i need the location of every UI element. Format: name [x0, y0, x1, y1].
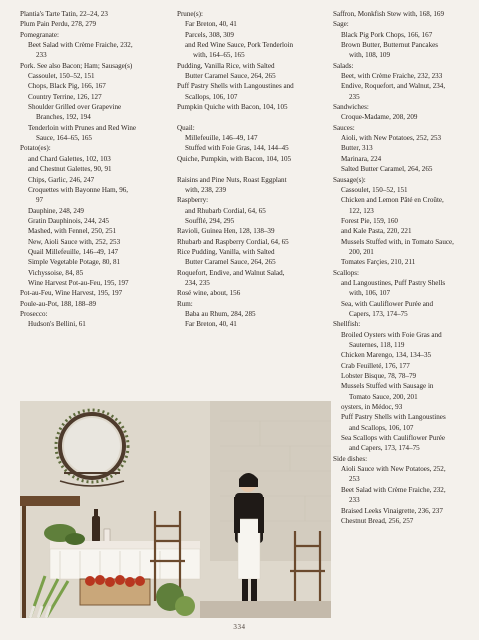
index-entry: Tomato Sauce, 200, 201: [349, 392, 418, 401]
index-entry: Quail:: [177, 123, 195, 132]
index-entry: Rum:: [177, 299, 193, 308]
index-entry: Croque-Madame, 208, 209: [341, 113, 418, 122]
index-entry: Parcels, 308, 309: [185, 30, 234, 39]
index-entry: Scallops, 106, 107: [185, 92, 238, 101]
kitchen-scene-illustration: [20, 401, 331, 618]
index-entry: oysters, in Médoc, 93: [341, 403, 403, 412]
index-entry: and Scallops, 106, 107: [349, 423, 414, 432]
index-entry: Beet Salad with Crème Fraiche, 232,: [28, 41, 133, 50]
index-entry: Soufflé, 294, 295: [185, 216, 235, 225]
index-entry: Millefeuille, 146–49, 147: [185, 134, 258, 143]
index-entry: Marinara, 224: [341, 154, 382, 163]
index-entry: and Red Wine Sauce, Pork Tenderloin: [185, 41, 294, 50]
index-entry: Brown Butter, Butternut Pancakes: [341, 41, 439, 50]
index-entry: Aioli Sauce with New Potatoes, 252,: [341, 465, 446, 474]
index-entry: Forest Pie, 159, 160: [341, 216, 398, 225]
index-entry: Sandwiches:: [333, 103, 369, 112]
index-entry: Sauce, 164–65, 165: [36, 134, 92, 143]
index-entry: Pumpkin Quiche with Bacon, 104, 105: [177, 103, 288, 112]
index-entry: Pork. See also Bacon; Ham; Sausage(s): [20, 61, 133, 70]
index-entry: 200, 201: [349, 247, 374, 256]
index-entry: Mashed, with Fennel, 250, 251: [28, 227, 117, 236]
index-entry: Chicken Marengo, 134, 134–35: [341, 351, 432, 360]
index-entry: and Capers, 173, 174–75: [349, 444, 420, 453]
index-entry: Beet Salad with Crème Fraiche, 232,: [341, 485, 446, 494]
index-entry: Side dishes:: [333, 454, 368, 463]
index-entry: Stuffed with Foie Gras, 144, 144–45: [185, 144, 289, 153]
index-entry: Saffron, Monkfish Stew with, 168, 169: [333, 10, 445, 18]
index-entry: Sea Scallops with Cauliflower Purée: [341, 434, 446, 443]
index-entry: Aioli, with New Potatoes, 252, 253: [341, 134, 442, 143]
index-entry: Baba au Rhum, 284, 285: [185, 309, 256, 318]
index-entry: Pot-au-Feu, Wine Harvest, 195, 197: [20, 289, 123, 298]
index-entry: Sea, with Cauliflower Purée and: [341, 299, 433, 308]
index-entry: Branches, 192, 194: [36, 113, 91, 122]
index-entry: Tenderloin with Prunes and Red Wine: [28, 123, 137, 132]
index-entry: Rosé wine, about, 156: [177, 289, 241, 298]
index-column-3: [333, 9, 473, 526]
index-entry: Shellfish:: [333, 320, 361, 329]
index-entry: Endive, Roquefort, and Walnut, 234,: [341, 82, 446, 91]
index-entry: Puff Pastry Shells with Langoustines: [341, 413, 446, 422]
index-entry: 253: [349, 475, 360, 484]
index-entry: Potato(es):: [20, 144, 51, 153]
index-entry: Rhubarb and Raspberry Cordial, 64, 65: [177, 237, 289, 246]
index-entry: Lobster Bisque, 78, 78–79: [341, 372, 417, 381]
index-entry: Quiche, Pumpkin, with Bacon, 104, 105: [177, 154, 292, 163]
index-entry: Butter Caramel Sauce, 264, 265: [185, 72, 276, 81]
index-column-1: [20, 9, 165, 330]
index-entry: Rice Pudding, Vanilla, with Salted: [177, 247, 275, 256]
index-entry: Quail Millefeuille, 146–49, 147: [28, 247, 119, 256]
index-entry: Sauternes, 118, 119: [349, 341, 405, 349]
index-entry: Pudding, Vanilla Rice, with Salted: [177, 61, 275, 70]
index-entry: Dauphine, 248, 249: [28, 206, 84, 215]
index-entry: 234, 235: [185, 278, 210, 287]
index-entry: with, 108, 109: [349, 51, 390, 60]
index-entry: Black Pig Pork Chops, 166, 167: [341, 30, 433, 39]
index-entry: Butter, 313: [341, 144, 373, 153]
index-entry: 233: [36, 51, 47, 60]
index-entry: Sausage(s):: [333, 175, 366, 184]
index-entry: Raspberry:: [177, 196, 209, 205]
index-entry: Hudson's Bellini, 61: [28, 320, 86, 329]
index-entry: 233: [349, 496, 360, 505]
index-column-2: [177, 9, 325, 330]
index-entry: Ravioli, Guinea Hen, 128, 138–39: [177, 227, 275, 236]
index-entry: Chestnut Bread, 256, 257: [341, 516, 414, 525]
index-entry: Raisins and Pine Nuts, Roast Eggplant: [177, 175, 287, 184]
index-entry: Capers, 173, 174–75: [349, 309, 408, 318]
kitchen-photo: [20, 401, 331, 618]
index-entry: and Chestnut Galettes, 90, 91: [28, 165, 112, 174]
index-entry: with, 164–65, 165: [193, 51, 245, 60]
index-entry: Poule-au-Pot, 188, 188–89: [20, 299, 97, 308]
index-entry: Scallops:: [333, 268, 360, 277]
index-entry: New, Aioli Sauce with, 252, 253: [28, 237, 121, 246]
index-entry: Cassoulet, 150–52, 151: [341, 185, 408, 194]
index-entry: Chops, Black Pig, 166, 167: [28, 82, 106, 91]
index-entry: Mussels Stuffed with, in Tomato Sauce,: [341, 237, 454, 246]
index-entry: Shoulder Grilled over Grapevine: [28, 103, 122, 112]
index-entry: Sauces:: [333, 123, 355, 132]
index-entry: Plantia's Tarte Tatin, 22–24, 23: [20, 10, 108, 18]
index-entry: Crab Feuilleté, 176, 177: [341, 361, 410, 370]
index-entry: 122, 123: [349, 206, 374, 215]
index-entry: Chicken and Lemon Pâté en Croûte,: [341, 196, 444, 205]
index-entry: Plum Pain Perdu, 278, 279: [20, 20, 97, 29]
index-entry: Salads:: [333, 61, 354, 70]
index-entry: and Chard Galettes, 102, 103: [28, 154, 111, 163]
index-entry: Braised Leeks Vinaigrette, 236, 237: [341, 506, 443, 515]
index-entry: Far Breton, 40, 41: [185, 20, 237, 29]
index-entry: Wine Harvest Pot-au-Feu, 195, 197: [28, 278, 129, 287]
index-entry: and Kale Pasta, 220, 221: [341, 227, 412, 236]
index-entry: Prune(s):: [177, 10, 204, 18]
index-entry: with, 106, 107: [349, 289, 390, 298]
index-entry: Tomates Farçies, 210, 211: [341, 258, 416, 267]
page-number: 334: [233, 623, 246, 631]
index-entry: Far Breton, 40, 41: [185, 320, 237, 329]
index-entry: Gratin Dauphinois, 244, 245: [28, 216, 109, 225]
index-entry: Beet, with Crème Fraiche, 232, 233: [341, 72, 443, 81]
index-entry: Roquefort, Endive, and Walnut Salad,: [177, 268, 285, 277]
index-entry: and Langoustines, Puff Pastry Shells: [341, 278, 446, 287]
index-entry: and Rhubarb Cordial, 64, 65: [185, 206, 266, 215]
index-entry: 97: [36, 196, 44, 205]
index-entry: Sage:: [333, 20, 349, 29]
index-entry: Simple Vegetable Potage, 80, 81: [28, 258, 121, 267]
index-entry: Pomegranate:: [20, 30, 60, 39]
index-entry: Mussels Stuffed with Sausage in: [341, 382, 434, 391]
index-entry: Broiled Oysters with Foie Gras and: [341, 330, 442, 339]
index-entry: Chips, Garlic, 246, 247: [28, 175, 95, 184]
index-entry: Butter Caramel Sauce, 264, 265: [185, 258, 276, 267]
index-entry: Cassoulet, 150–52, 151: [28, 72, 95, 81]
index-entry: Vichyssoise, 84, 85: [28, 268, 84, 277]
index-entry: Salted Butter Caramel, 264, 265: [341, 165, 433, 174]
index-entry: Country Terrine, 126, 127: [28, 92, 102, 101]
index-entry: Croquettes with Bayonne Ham, 96,: [28, 185, 129, 194]
index-entry: with, 238, 239: [185, 185, 226, 194]
index-entry: Prosecco:: [20, 309, 48, 318]
index-entry: 235: [349, 92, 360, 101]
index-entry: Puff Pastry Shells with Langoustines and: [177, 82, 294, 91]
